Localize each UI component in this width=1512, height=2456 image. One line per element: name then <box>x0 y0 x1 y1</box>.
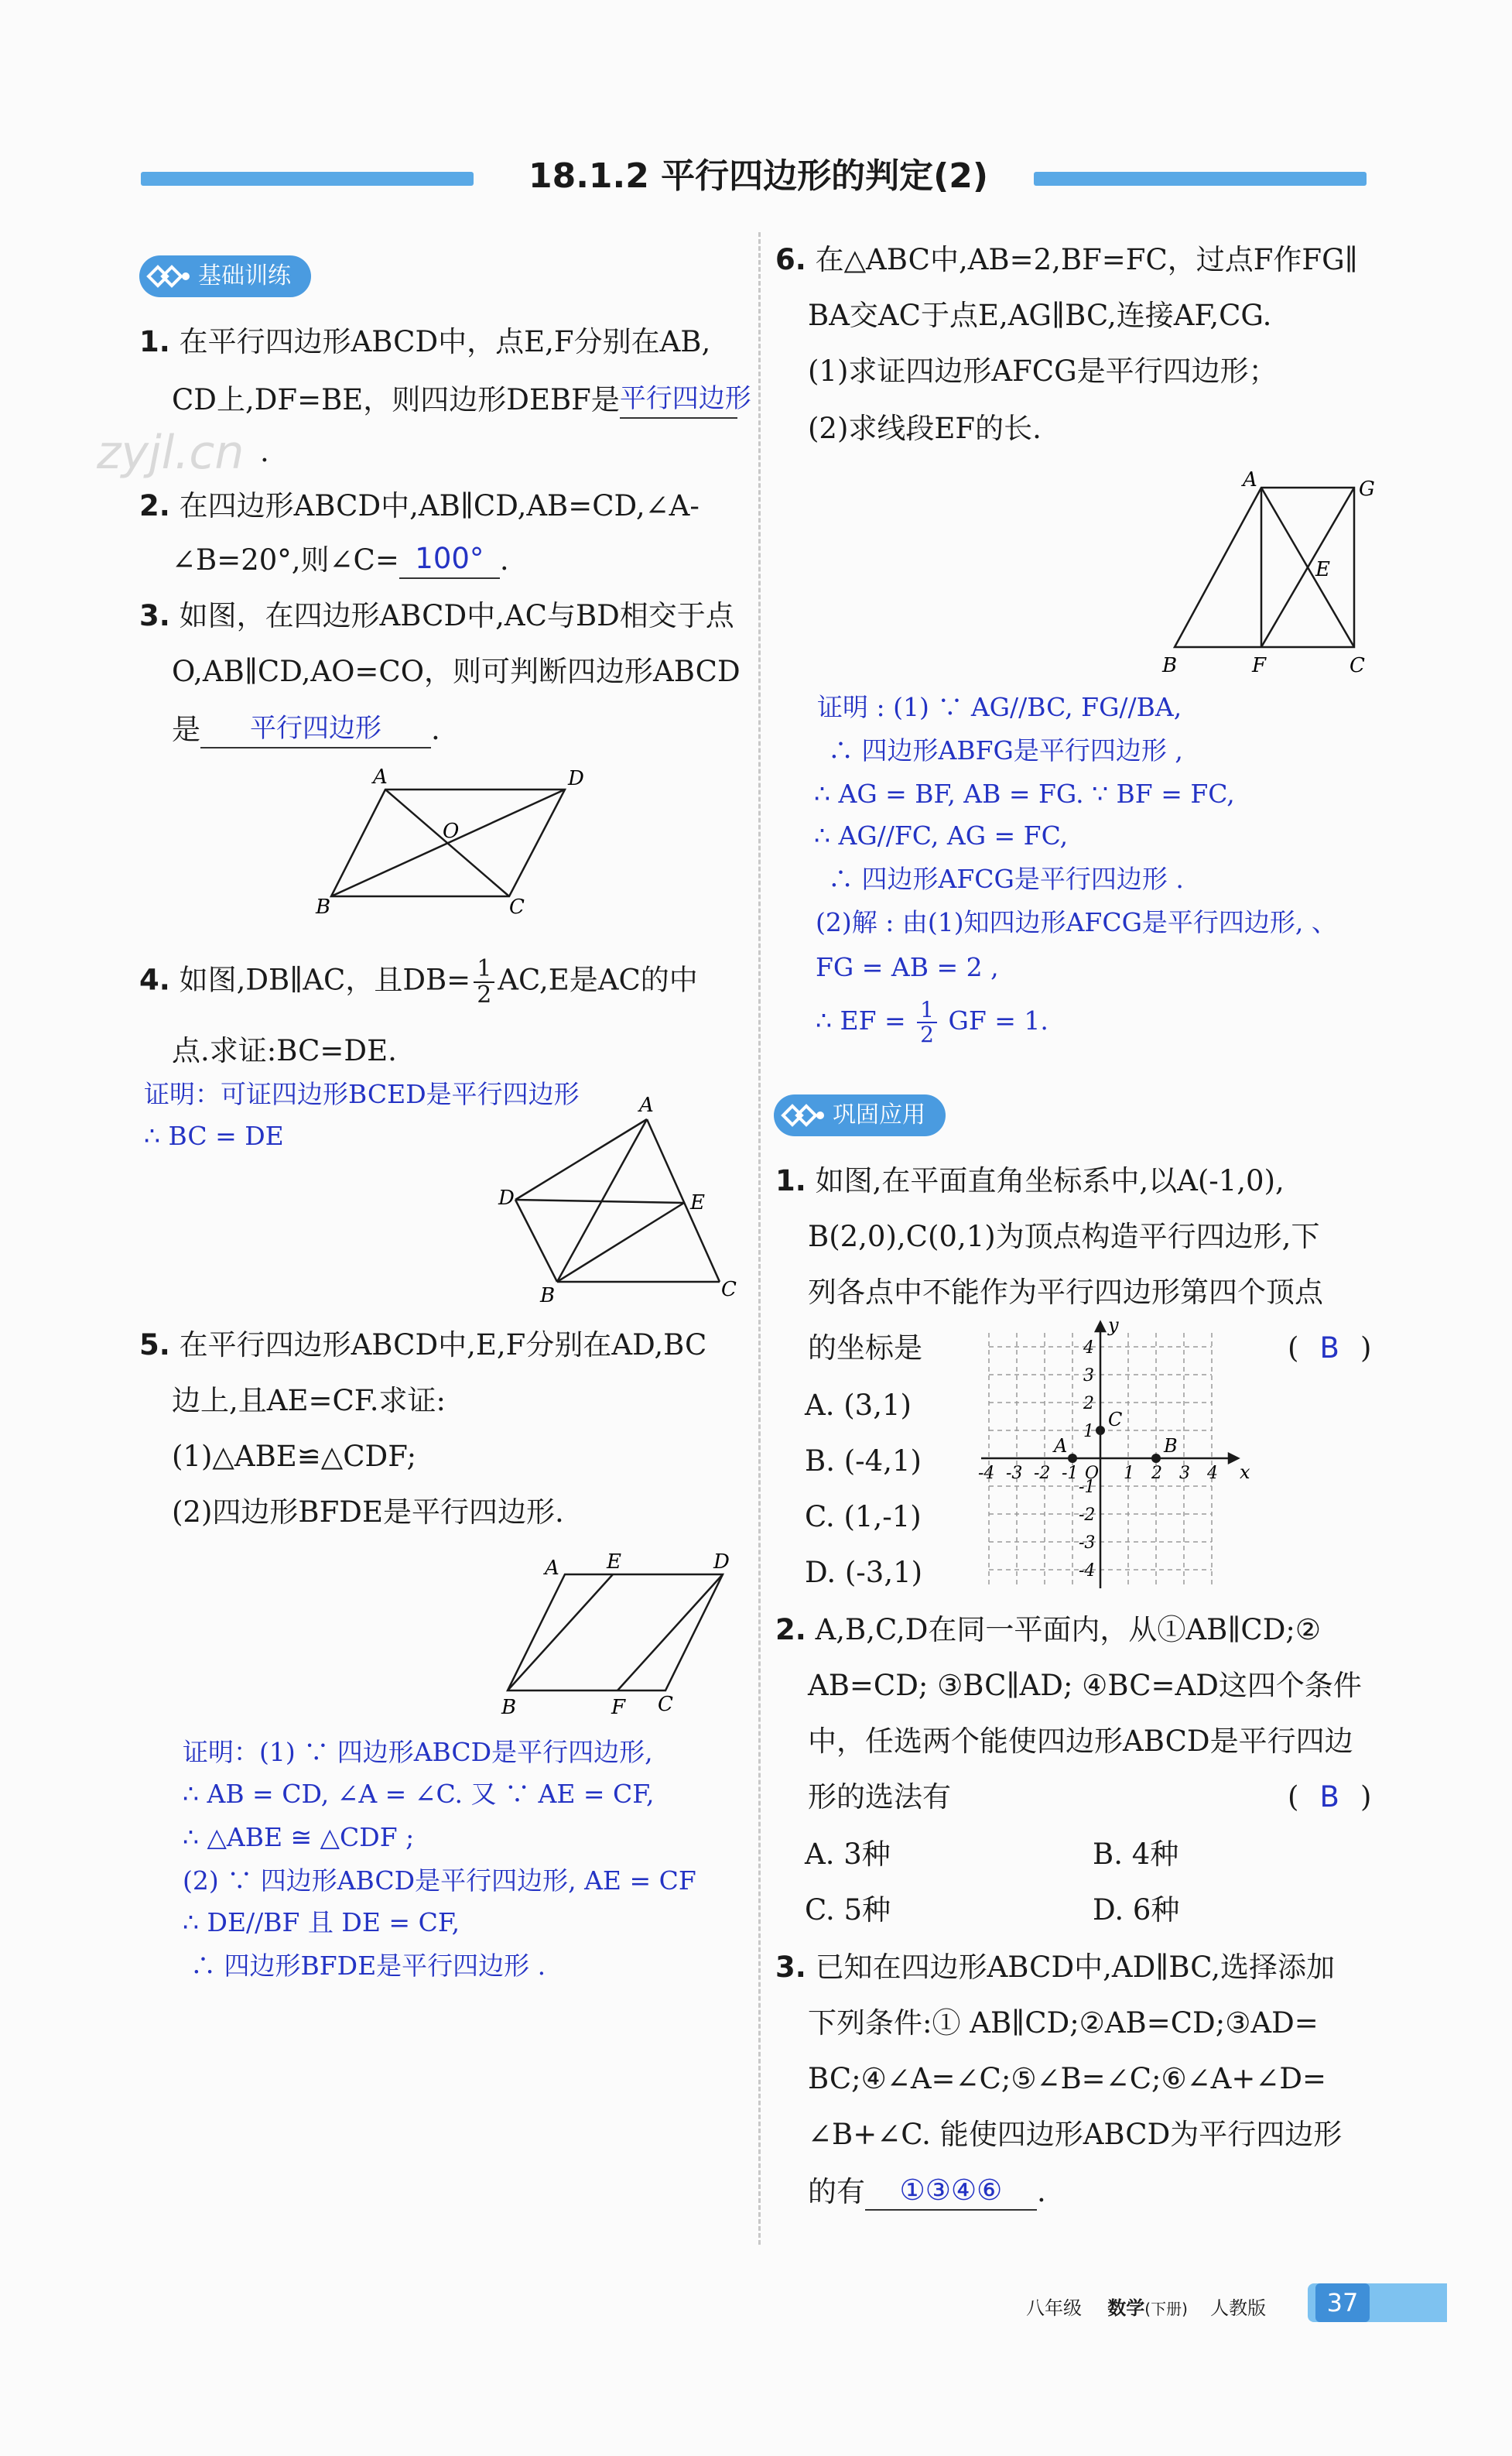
proof-q4-line1: 证明：可证四边形BCED是平行四边形 <box>144 1079 580 1109</box>
tick-y: 2 <box>1083 1394 1094 1413</box>
label-A: A <box>373 766 388 789</box>
tick-y: -4 <box>1079 1561 1096 1581</box>
label-F: F <box>1252 654 1267 677</box>
question-text: 如图,DB∥AC，且DB= <box>179 963 471 997</box>
label-F: F <box>611 1696 626 1719</box>
figure-q5-parallelogram <box>495 1548 751 1726</box>
question-text: 已知在四边形ABCD中,AD∥BC,选择添加 <box>815 1951 1336 1984</box>
figure-q4 <box>495 1091 743 1308</box>
proof-q6-line1: 证明 : (1) ∵ AG//BC, FG//BA, <box>817 692 1182 722</box>
proof-q6-line4: ∴ AG//FC, AG = FC, <box>814 820 1069 851</box>
apply-question-1 <box>775 1163 1285 1200</box>
label-B: B <box>316 896 331 919</box>
question-1-end: . <box>260 435 269 468</box>
proof-q5-line2: ∴ AB = CD, ∠A = ∠C. 又 ∵ AE = CF, <box>183 1779 655 1809</box>
tick-x: 2 <box>1151 1464 1162 1483</box>
label-D: D <box>713 1550 730 1574</box>
footer-edition: 人教版 <box>1210 2297 1267 2319</box>
label-B: B <box>1162 654 1178 677</box>
fraction-numerator: 1 <box>917 998 937 1023</box>
tick-y: 1 <box>1083 1422 1094 1441</box>
paren: ) <box>1360 1780 1372 1814</box>
proof-q5-line3: ∴ △ABE ≅ △CDF ; <box>183 1822 415 1852</box>
question-number: 5. <box>139 1328 170 1362</box>
apply-question-1-choice <box>1288 1330 1371 1367</box>
option-b: B. (-4,1) <box>805 1444 922 1478</box>
question-5-line4: (2)四边形BFDE是平行四边形. <box>172 1495 564 1529</box>
label-D: D <box>568 767 584 790</box>
question-2 <box>139 488 700 525</box>
proof-q6-line2: ∴ 四边形ABFG是平行四边形 , <box>828 735 1183 766</box>
label-E: E <box>1315 558 1330 581</box>
title-bar-right <box>1034 172 1367 186</box>
apply-question-3 <box>775 1949 1335 1986</box>
label-C: C <box>1350 654 1365 677</box>
question-1-line2 <box>172 379 751 419</box>
proof-text: GF = 1. <box>948 1005 1048 1036</box>
question-1 <box>139 324 710 361</box>
question-text: 如图，在四边形ABCD中,AC与BD相交于点 <box>179 599 734 632</box>
tick-x: 3 <box>1179 1464 1190 1483</box>
label-E: E <box>607 1550 621 1574</box>
label-B: B <box>540 1284 556 1307</box>
question-4 <box>139 957 698 1008</box>
question-number: 1. <box>775 1164 806 1197</box>
option-c: C. 5种 <box>805 1893 891 1927</box>
label-D: D <box>498 1187 515 1210</box>
label-A: A <box>545 1557 559 1580</box>
question-text: 在四边形ABCD中,AB∥CD,AB=CD,∠A- <box>179 489 700 522</box>
fraction-numerator: 1 <box>474 957 494 983</box>
apply-question-1-line2: B(2,0),C(0,1)为顶点构造平行四边形,下 <box>808 1220 1320 1253</box>
paren: ( <box>1288 1780 1299 1814</box>
apply-question-1-line3: 列各点中不能作为平行四边形第四个顶点 <box>808 1276 1323 1309</box>
question-text: 在平行四边形ABCD中，点E,F分别在AB, <box>179 325 711 358</box>
proof-q4-line2: ∴ BC = DE <box>144 1121 284 1151</box>
option-a: A. 3种 <box>805 1838 891 1871</box>
fraction-denominator: 2 <box>920 1022 934 1047</box>
tick-y: 4 <box>1083 1338 1094 1358</box>
option-c: C. (1,-1) <box>805 1500 922 1533</box>
question-text: 是 <box>172 713 200 746</box>
apply-question-2-line2: AB=CD; ③BC∥AD; ④BC=AD这四个条件 <box>808 1669 1362 1702</box>
paren: ) <box>1360 1331 1372 1365</box>
column-divider <box>758 232 761 2245</box>
figure-q3-parallelogram <box>310 766 588 921</box>
question-text: 的有 <box>808 2175 865 2208</box>
tick-x: 1 <box>1124 1464 1134 1483</box>
section-tag-basic <box>139 255 311 297</box>
label-E: E <box>690 1191 705 1214</box>
question-number: 6. <box>775 243 806 276</box>
proof-q6-line6: (2)解 : 由(1)知四边形AFCG是平行四边形, 、 <box>816 907 1337 937</box>
point-label-C: C <box>1108 1409 1123 1430</box>
period: . <box>431 713 440 746</box>
proof-q6-line8 <box>816 998 1048 1046</box>
paren: ( <box>1288 1331 1299 1365</box>
footer-volume: (下册) <box>1144 2300 1188 2318</box>
answer-choice: B <box>1319 1331 1339 1365</box>
footer-book-info <box>1026 2293 1266 2324</box>
proof-text: ∴ EF = <box>816 1005 906 1036</box>
tick-y: -3 <box>1079 1533 1096 1553</box>
apply-question-2-choice <box>1288 1779 1371 1816</box>
proof-q5-line1: 证明：(1) ∵ 四边形ABCD是平行四边形, <box>183 1737 653 1767</box>
question-6-line3: (1)求证四边形AFCG是平行四边形； <box>808 355 1278 388</box>
question-text: A,B,C,D在同一平面内，从①AB∥CD;② <box>815 1613 1322 1646</box>
option-b: B. 4种 <box>1093 1838 1179 1871</box>
tick-y: 3 <box>1083 1366 1094 1386</box>
proof-q6-line7: FG = AB = 2 , <box>816 952 999 982</box>
apply-question-3-line4: ∠B+∠C. 能使四边形ABCD为平行四边形 <box>808 2118 1343 2151</box>
option-d: D. (-3,1) <box>805 1556 923 1589</box>
tick-x: 4 <box>1207 1464 1218 1483</box>
question-5-line2: 边上,且AE=CF.求证: <box>172 1384 446 1417</box>
proof-q6-line3: ∴ AG = BF, AB = FG. ∵ BF = FC, <box>814 779 1235 809</box>
section-tag-icon <box>780 1100 826 1131</box>
question-number: 2. <box>775 1613 806 1646</box>
tick-x: -3 <box>1006 1464 1023 1483</box>
section-tag-label: 巩固应用 <box>833 1101 925 1129</box>
question-4-line2: 点.求证:BC=DE. <box>172 1034 397 1067</box>
label-C: C <box>658 1693 673 1716</box>
question-5 <box>139 1327 706 1364</box>
apply-question-1-line4: 的坐标是 <box>808 1331 922 1365</box>
question-text: 在平行四边形ABCD中,E,F分别在AD,BC <box>179 1328 707 1362</box>
footer-subject: 数学 <box>1107 2297 1145 2319</box>
question-6 <box>775 241 1358 279</box>
question-3 <box>139 598 734 635</box>
question-number: 1. <box>139 325 170 358</box>
apply-question-3-line3: BC;④∠A=∠C;⑤∠B=∠C;⑥∠A+∠D= <box>808 2062 1327 2095</box>
apply-question-2-line4: 形的选法有 <box>808 1780 951 1814</box>
tick-origin: O <box>1085 1464 1100 1483</box>
answer-text: 平行四边形 <box>619 383 751 414</box>
proof-q6-line5: ∴ 四边形AFCG是平行四边形 . <box>828 864 1184 894</box>
question-text: 如图,在平面直角坐标系中,以A(-1,0), <box>815 1164 1285 1197</box>
fraction-denominator: 2 <box>477 981 492 1009</box>
footer-grade: 八年级 <box>1026 2297 1082 2319</box>
label-C: C <box>721 1278 737 1301</box>
question-3-line2: O,AB∥CD,AO=CO，则可判断四边形ABCD <box>172 655 741 688</box>
question-text: CD上,DF=BE，则四边形DEBF是 <box>172 383 620 416</box>
page-number: 37 <box>1315 2283 1370 2322</box>
proof-q5-line6: ∴ 四边形BFDE是平行四边形 . <box>190 1951 546 1981</box>
point-label-A: A <box>1054 1435 1068 1457</box>
proof-q5-line5: ∴ DE//BF 且 DE = CF, <box>183 1907 460 1937</box>
question-3-line3 <box>172 709 440 748</box>
question-number: 3. <box>139 599 170 632</box>
period: . <box>1037 2175 1046 2208</box>
tick-x: -2 <box>1034 1464 1051 1483</box>
question-text: AC,E是AC的中 <box>498 963 698 997</box>
tick-x: -4 <box>978 1464 995 1483</box>
question-number: 3. <box>775 1951 806 1984</box>
question-2-line2 <box>172 540 509 579</box>
answer-choice: B <box>1319 1780 1339 1814</box>
tick-x: -1 <box>1062 1464 1079 1483</box>
label-B: B <box>501 1696 517 1719</box>
question-text: 在△ABC中,AB=2,BF=FC，过点F作FG∥ <box>815 243 1358 276</box>
coordinate-grid-figure <box>975 1316 1261 1595</box>
question-number: 2. <box>139 489 170 522</box>
apply-question-3-line2: 下列条件:① AB∥CD;②AB=CD;③AD= <box>808 2006 1319 2040</box>
watermark: zyjl.cn <box>97 426 245 480</box>
option-a: A. (3,1) <box>805 1389 912 1422</box>
period: . <box>499 543 509 577</box>
option-d: D. 6种 <box>1093 1893 1180 1927</box>
question-6-line4: (2)求线段EF的长. <box>808 412 1042 445</box>
label-A: A <box>1243 468 1257 492</box>
answer-text: 100° <box>415 542 484 575</box>
page-title: 18.1.2 平行四边形的判定(2) <box>528 156 989 196</box>
answer-text: 平行四边形 <box>250 713 381 744</box>
answer-text: ①③④⑥ <box>899 2173 1003 2207</box>
tick-y: -1 <box>1079 1478 1096 1497</box>
title-bar-left <box>141 172 474 186</box>
label-G: G <box>1359 478 1375 501</box>
label-O: O <box>443 820 460 843</box>
apply-question-2 <box>775 1612 1321 1649</box>
point-label-B: B <box>1164 1435 1178 1457</box>
section-tag-label: 基础训练 <box>198 262 291 289</box>
figure-q6 <box>1153 464 1385 681</box>
apply-question-2-line3: 中，任选两个能使四边形ABCD是平行四边 <box>808 1725 1353 1758</box>
question-5-line3: (1)△ABE≌△CDF; <box>172 1440 417 1473</box>
label-C: C <box>509 896 525 919</box>
tick-y: -2 <box>1079 1505 1096 1525</box>
section-tag-apply <box>774 1094 946 1136</box>
axis-label-y: y <box>1108 1316 1119 1336</box>
label-A: A <box>639 1094 654 1117</box>
apply-question-3-line5 <box>808 2172 1046 2211</box>
section-tag-icon <box>145 261 192 292</box>
question-6-line2: BA交AC于点E,AG∥BC,连接AF,CG. <box>808 299 1272 332</box>
axis-label-x: x <box>1240 1461 1250 1483</box>
proof-q5-line4: (2) ∵ 四边形ABCD是平行四边形, AE = CF <box>183 1865 696 1896</box>
question-number: 4. <box>139 963 170 997</box>
question-text: ∠B=20°,则∠C= <box>172 543 399 577</box>
